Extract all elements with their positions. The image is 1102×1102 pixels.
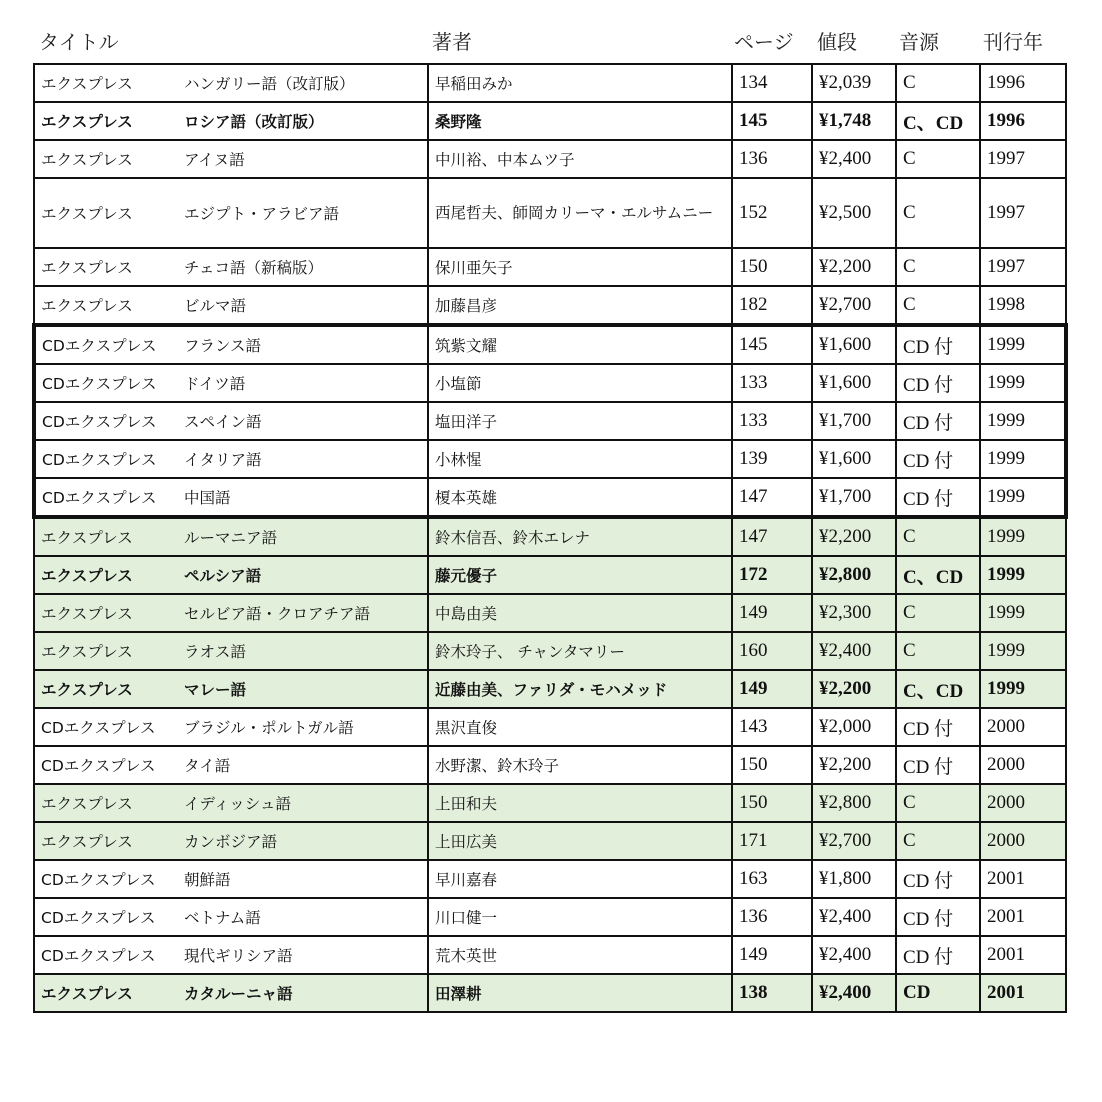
pages-cell: 149 bbox=[732, 594, 812, 632]
year-cell: 1997 bbox=[980, 178, 1066, 248]
series-cell: CDエクスプレス bbox=[34, 746, 184, 784]
table-row bbox=[34, 746, 1066, 784]
language-cell: イディッシュ語 bbox=[184, 784, 428, 822]
audio-cell: CD 付 bbox=[896, 860, 980, 898]
year-cell: 1997 bbox=[980, 140, 1066, 178]
language-cell: ブラジル・ポルトガル語 bbox=[184, 708, 428, 746]
table-row bbox=[34, 936, 1066, 974]
audio-cell: CD 付 bbox=[896, 936, 980, 974]
year-cell: 1999 bbox=[980, 325, 1066, 364]
year-cell: 1998 bbox=[980, 286, 1066, 325]
table-row bbox=[34, 364, 1066, 402]
author-cell: 榎本英雄 bbox=[428, 478, 732, 517]
author-cell: 桑野隆 bbox=[428, 102, 732, 140]
price-cell: ¥2,400 bbox=[812, 936, 896, 974]
series-cell: CDエクスプレス bbox=[34, 478, 184, 517]
pages-cell: 149 bbox=[732, 936, 812, 974]
series-cell: CDエクスプレス bbox=[34, 440, 184, 478]
year-cell: 2000 bbox=[980, 746, 1066, 784]
language-cell: スペイン語 bbox=[184, 402, 428, 440]
author-cell: 西尾哲夫、師岡カリーマ・エルサムニー bbox=[428, 178, 732, 248]
table-row bbox=[34, 178, 1066, 248]
language-cell: セルビア語・クロアチア語 bbox=[184, 594, 428, 632]
table-row bbox=[34, 102, 1066, 140]
pages-cell: 149 bbox=[732, 670, 812, 708]
author-cell: 田澤耕 bbox=[428, 974, 732, 1012]
header-price: 値段 bbox=[817, 30, 857, 54]
author-cell: 黒沢直俊 bbox=[428, 708, 732, 746]
series-cell: エクスプレス bbox=[34, 822, 184, 860]
series-cell: CDエクスプレス bbox=[34, 708, 184, 746]
year-cell: 2000 bbox=[980, 708, 1066, 746]
books-table bbox=[32, 63, 1068, 1013]
audio-cell: C、CD bbox=[896, 102, 980, 140]
audio-cell: CD 付 bbox=[896, 746, 980, 784]
series-cell: エクスプレス bbox=[34, 632, 184, 670]
table-row bbox=[34, 670, 1066, 708]
table-row bbox=[34, 594, 1066, 632]
language-cell: ペルシア語 bbox=[184, 556, 428, 594]
pages-cell: 134 bbox=[732, 64, 812, 102]
pages-cell: 150 bbox=[732, 746, 812, 784]
year-cell: 1999 bbox=[980, 440, 1066, 478]
year-cell: 1999 bbox=[980, 478, 1066, 517]
table-row bbox=[34, 974, 1066, 1012]
audio-cell: C bbox=[896, 822, 980, 860]
table-row bbox=[34, 325, 1066, 364]
price-cell: ¥2,039 bbox=[812, 64, 896, 102]
language-cell: 朝鮮語 bbox=[184, 860, 428, 898]
audio-cell: C bbox=[896, 178, 980, 248]
series-cell: エクスプレス bbox=[34, 594, 184, 632]
author-cell: 藤元優子 bbox=[428, 556, 732, 594]
table-row bbox=[34, 632, 1066, 670]
pages-cell: 136 bbox=[732, 898, 812, 936]
language-cell: カタルーニャ語 bbox=[184, 974, 428, 1012]
audio-cell: C bbox=[896, 517, 980, 556]
year-cell: 1999 bbox=[980, 594, 1066, 632]
price-cell: ¥1,800 bbox=[812, 860, 896, 898]
price-cell: ¥2,800 bbox=[812, 556, 896, 594]
series-cell: エクスプレス bbox=[34, 248, 184, 286]
author-cell: 水野潔、鈴木玲子 bbox=[428, 746, 732, 784]
price-cell: ¥2,400 bbox=[812, 632, 896, 670]
author-cell: 近藤由美、ファリダ・モハメッド bbox=[428, 670, 732, 708]
table-row bbox=[34, 708, 1066, 746]
pages-cell: 147 bbox=[732, 478, 812, 517]
language-cell: ビルマ語 bbox=[184, 286, 428, 325]
language-cell: カンボジア語 bbox=[184, 822, 428, 860]
year-cell: 2001 bbox=[980, 936, 1066, 974]
series-cell: エクスプレス bbox=[34, 178, 184, 248]
table-row bbox=[34, 822, 1066, 860]
price-cell: ¥1,600 bbox=[812, 364, 896, 402]
language-cell: 現代ギリシア語 bbox=[184, 936, 428, 974]
table-row bbox=[34, 898, 1066, 936]
language-cell: マレー語 bbox=[184, 670, 428, 708]
year-cell: 2000 bbox=[980, 784, 1066, 822]
pages-cell: 152 bbox=[732, 178, 812, 248]
price-cell: ¥2,800 bbox=[812, 784, 896, 822]
header-author: 著者 bbox=[432, 30, 472, 54]
audio-cell: C、CD bbox=[896, 556, 980, 594]
table-row bbox=[34, 440, 1066, 478]
series-cell: CDエクスプレス bbox=[34, 898, 184, 936]
header-pages: ページ bbox=[734, 30, 794, 54]
series-cell: エクスプレス bbox=[34, 140, 184, 178]
author-cell: 中島由美 bbox=[428, 594, 732, 632]
series-cell: CDエクスプレス bbox=[34, 402, 184, 440]
table-row bbox=[34, 140, 1066, 178]
audio-cell: CD bbox=[896, 974, 980, 1012]
audio-cell: C bbox=[896, 784, 980, 822]
table-header bbox=[33, 22, 1064, 60]
series-cell: CDエクスプレス bbox=[34, 936, 184, 974]
language-cell: チェコ語（新稿版） bbox=[184, 248, 428, 286]
author-cell: 中川裕、中本ムツ子 bbox=[428, 140, 732, 178]
pages-cell: 160 bbox=[732, 632, 812, 670]
price-cell: ¥2,200 bbox=[812, 248, 896, 286]
pages-cell: 163 bbox=[732, 860, 812, 898]
author-cell: 早稲田みか bbox=[428, 64, 732, 102]
year-cell: 2000 bbox=[980, 822, 1066, 860]
price-cell: ¥2,700 bbox=[812, 822, 896, 860]
table-row bbox=[34, 517, 1066, 556]
audio-cell: C bbox=[896, 64, 980, 102]
price-cell: ¥2,200 bbox=[812, 517, 896, 556]
pages-cell: 182 bbox=[732, 286, 812, 325]
series-cell: CDエクスプレス bbox=[34, 364, 184, 402]
language-cell: エジプト・アラビア語 bbox=[184, 178, 428, 248]
year-cell: 2001 bbox=[980, 898, 1066, 936]
price-cell: ¥1,700 bbox=[812, 402, 896, 440]
author-cell: 加藤昌彦 bbox=[428, 286, 732, 325]
series-cell: エクスプレス bbox=[34, 286, 184, 325]
author-cell: 鈴木信吾、鈴木エレナ bbox=[428, 517, 732, 556]
language-cell: フランス語 bbox=[184, 325, 428, 364]
table-row bbox=[34, 248, 1066, 286]
header-audio: 音源 bbox=[899, 30, 939, 54]
year-cell: 2001 bbox=[980, 974, 1066, 1012]
language-cell: ハンガリー語（改訂版） bbox=[184, 64, 428, 102]
year-cell: 1999 bbox=[980, 364, 1066, 402]
price-cell: ¥2,200 bbox=[812, 746, 896, 784]
year-cell: 1999 bbox=[980, 556, 1066, 594]
table-row bbox=[34, 784, 1066, 822]
audio-cell: C bbox=[896, 594, 980, 632]
audio-cell: CD 付 bbox=[896, 440, 980, 478]
audio-cell: CD 付 bbox=[896, 898, 980, 936]
table-row bbox=[34, 556, 1066, 594]
price-cell: ¥2,400 bbox=[812, 140, 896, 178]
author-cell: 早川嘉春 bbox=[428, 860, 732, 898]
author-cell: 筑紫文耀 bbox=[428, 325, 732, 364]
year-cell: 1999 bbox=[980, 632, 1066, 670]
price-cell: ¥2,700 bbox=[812, 286, 896, 325]
table-row bbox=[34, 64, 1066, 102]
audio-cell: CD 付 bbox=[896, 364, 980, 402]
pages-cell: 150 bbox=[732, 248, 812, 286]
author-cell: 川口健一 bbox=[428, 898, 732, 936]
year-cell: 1996 bbox=[980, 64, 1066, 102]
price-cell: ¥2,400 bbox=[812, 974, 896, 1012]
language-cell: タイ語 bbox=[184, 746, 428, 784]
year-cell: 1999 bbox=[980, 402, 1066, 440]
language-cell: ベトナム語 bbox=[184, 898, 428, 936]
audio-cell: C bbox=[896, 140, 980, 178]
audio-cell: C bbox=[896, 286, 980, 325]
series-cell: エクスプレス bbox=[34, 974, 184, 1012]
pages-cell: 138 bbox=[732, 974, 812, 1012]
pages-cell: 136 bbox=[732, 140, 812, 178]
author-cell: 小林惺 bbox=[428, 440, 732, 478]
audio-cell: CD 付 bbox=[896, 402, 980, 440]
year-cell: 1996 bbox=[980, 102, 1066, 140]
language-cell: ドイツ語 bbox=[184, 364, 428, 402]
language-cell: ロシア語（改訂版） bbox=[184, 102, 428, 140]
author-cell: 上田和夫 bbox=[428, 784, 732, 822]
pages-cell: 172 bbox=[732, 556, 812, 594]
header-year: 刊行年 bbox=[983, 30, 1043, 54]
table-row bbox=[34, 860, 1066, 898]
series-cell: エクスプレス bbox=[34, 102, 184, 140]
audio-cell: C、CD bbox=[896, 670, 980, 708]
pages-cell: 133 bbox=[732, 364, 812, 402]
language-cell: ラオス語 bbox=[184, 632, 428, 670]
price-cell: ¥1,700 bbox=[812, 478, 896, 517]
pages-cell: 133 bbox=[732, 402, 812, 440]
year-cell: 1999 bbox=[980, 517, 1066, 556]
price-cell: ¥2,500 bbox=[812, 178, 896, 248]
pages-cell: 139 bbox=[732, 440, 812, 478]
pages-cell: 150 bbox=[732, 784, 812, 822]
series-cell: エクスプレス bbox=[34, 670, 184, 708]
series-cell: CDエクスプレス bbox=[34, 860, 184, 898]
pages-cell: 145 bbox=[732, 325, 812, 364]
audio-cell: C bbox=[896, 632, 980, 670]
price-cell: ¥2,400 bbox=[812, 898, 896, 936]
author-cell: 塩田洋子 bbox=[428, 402, 732, 440]
year-cell: 1999 bbox=[980, 670, 1066, 708]
table-row bbox=[34, 478, 1066, 517]
price-cell: ¥1,600 bbox=[812, 325, 896, 364]
series-cell: エクスプレス bbox=[34, 556, 184, 594]
language-cell: アイヌ語 bbox=[184, 140, 428, 178]
author-cell: 小塩節 bbox=[428, 364, 732, 402]
audio-cell: CD 付 bbox=[896, 708, 980, 746]
pages-cell: 145 bbox=[732, 102, 812, 140]
year-cell: 1997 bbox=[980, 248, 1066, 286]
price-cell: ¥2,200 bbox=[812, 670, 896, 708]
audio-cell: C bbox=[896, 248, 980, 286]
language-cell: ルーマニア語 bbox=[184, 517, 428, 556]
table-row bbox=[34, 286, 1066, 325]
audio-cell: CD 付 bbox=[896, 478, 980, 517]
language-cell: イタリア語 bbox=[184, 440, 428, 478]
series-cell: エクスプレス bbox=[34, 784, 184, 822]
price-cell: ¥1,748 bbox=[812, 102, 896, 140]
year-cell: 2001 bbox=[980, 860, 1066, 898]
series-cell: CDエクスプレス bbox=[34, 325, 184, 364]
table-row bbox=[34, 402, 1066, 440]
author-cell: 荒木英世 bbox=[428, 936, 732, 974]
audio-cell: CD 付 bbox=[896, 325, 980, 364]
pages-cell: 147 bbox=[732, 517, 812, 556]
author-cell: 上田広美 bbox=[428, 822, 732, 860]
author-cell: 鈴木玲子、 チャンタマリー bbox=[428, 632, 732, 670]
price-cell: ¥2,300 bbox=[812, 594, 896, 632]
author-cell: 保川亜矢子 bbox=[428, 248, 732, 286]
pages-cell: 171 bbox=[732, 822, 812, 860]
price-cell: ¥2,000 bbox=[812, 708, 896, 746]
header-title: タイトル bbox=[39, 30, 119, 54]
pages-cell: 143 bbox=[732, 708, 812, 746]
series-cell: エクスプレス bbox=[34, 64, 184, 102]
price-cell: ¥1,600 bbox=[812, 440, 896, 478]
language-cell: 中国語 bbox=[184, 478, 428, 517]
series-cell: エクスプレス bbox=[34, 517, 184, 556]
